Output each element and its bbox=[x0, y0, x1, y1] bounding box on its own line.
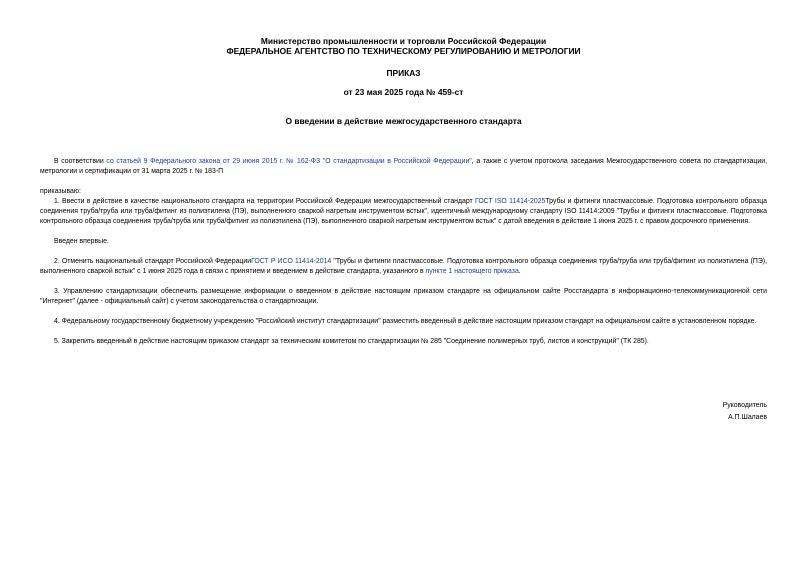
item-2-text-middle: "Трубы и фитинги пластмассовые. Подготовка контрольного образца соединения труба/труба или труба/фитинг из полиэтилена (ПЭ), выполненного сваркой встык" с 1 июня 2025 года в связи с принятием и введением в действие стандарта, указанного в bbox=[40, 258, 767, 275]
order-word: приказываю: bbox=[40, 188, 81, 195]
signature-block bbox=[723, 400, 767, 424]
item-3-paragraph: 3. Управлению стандартизации обеспечить размещение информации о введенном в действие настоящим приказом стандарте на официальном сайте Росстандарта в информационно-телекоммуникационной сети "Интернет" (далее - официальный сайт) с учетом законодательства о стандартизации. bbox=[40, 288, 767, 305]
item-2-text-start: 2. Отменить национальный стандарт Российской Федерации bbox=[54, 258, 252, 265]
preamble-paragraph bbox=[40, 157, 767, 177]
preamble-text-start: В соответствии bbox=[54, 158, 107, 165]
federal-law-link[interactable]: со статьей 9 Федерального закона от 29 июня 2015 г. № 162-ФЗ "О стандартизации в Российской Федерации" bbox=[106, 158, 472, 165]
item-1-text-start: 1. Ввести в действие в качестве национального стандарта на территории Российской Федерации межгосударственный стандарт bbox=[54, 198, 475, 205]
item-1-paragraph bbox=[40, 197, 767, 227]
gost-r-iso-11414-2014-link[interactable]: ГОСТ Р ИСО 11414-2014 bbox=[251, 258, 332, 265]
document-title: О введении в действие межгосударственного стандарта bbox=[285, 116, 522, 126]
item-1-text-end: Трубы и фитинги пластмассовые. Подготовка контрольного образца соединения труба/труба или труба/фитинг из полиэтилена (ПЭ), выполненного сваркой нагретым инструментом встык", идентичный международному стандарту ISO 11414:2009 "Трубы и фитинги пластмассовые. Подготовка контрольного образца соединения труба/труба или труба/фитинг из полиэтилена (ПЭ), выполненного сваркой нагретым инструментом встык" с датой введения в действие 1 июня 2025 г. с правом досрочного применения. bbox=[40, 198, 767, 225]
agency-name: ФЕДЕРАЛЬНОЕ АГЕНТСТВО ПО ТЕХНИЧЕСКОМУ РЕГУЛИРОВАНИЮ И МЕТРОЛОГИИ bbox=[226, 46, 581, 56]
item-2-text-end: . bbox=[518, 268, 521, 275]
item-5-paragraph: 5. Закрепить введенный в действие настоящим приказом стандарт за техническим комитетом по стандартизации № 285 "Соединение полимерных труб, листов и конструкций" (ТК 285). bbox=[54, 338, 649, 345]
item-2-paragraph bbox=[40, 257, 767, 277]
item-1-reference-link[interactable]: пункте 1 настоящего приказа bbox=[425, 268, 519, 275]
document-type: ПРИКАЗ bbox=[386, 68, 421, 78]
introduced-first-note: Введен впервые. bbox=[54, 238, 109, 245]
preamble-text-end: , а также с учетом протокола заседания Межгосударственного совета по стандартизации, метрологии и сертификации от 31 марта 2025 г. № 183-П bbox=[40, 158, 767, 175]
signatory-name: А.П.Шалаев bbox=[728, 414, 767, 421]
document-date-number: от 23 мая 2025 года № 459-ст bbox=[343, 87, 464, 97]
item-4-paragraph: 4. Федеральному государственному бюджетному учреждению "Российский институт стандартизации" разместить введенный в действие настоящим приказом стандарт на официальном сайте в установленном порядке. bbox=[54, 318, 757, 325]
signatory-position: Руководитель bbox=[722, 402, 767, 409]
document-body bbox=[40, 157, 767, 347]
gost-iso-11414-2025-link[interactable]: ГОСТ ISO 11414-2025 bbox=[474, 198, 546, 205]
ministry-name: Министерство промышленности и торговли Российской Федерации bbox=[260, 36, 547, 46]
